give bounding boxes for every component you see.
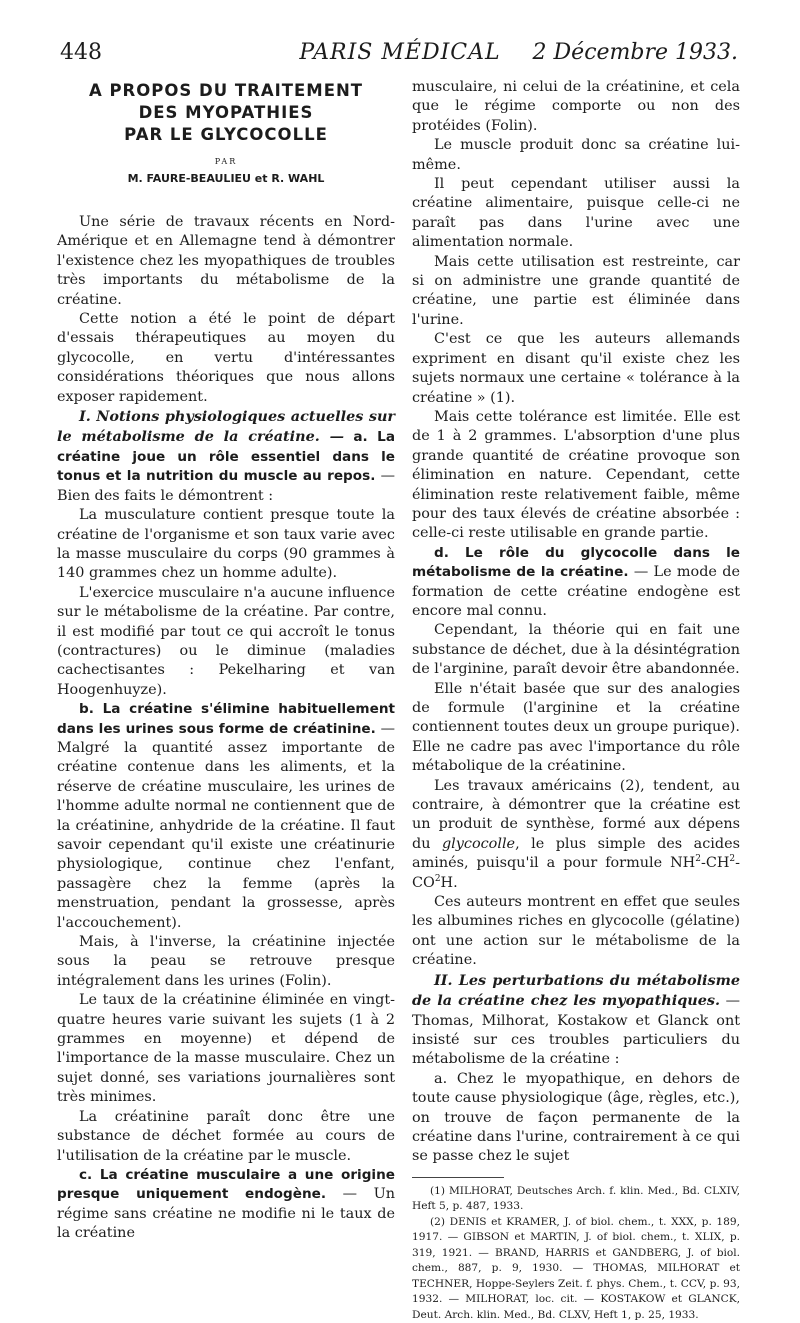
subscript: 2 (434, 873, 441, 884)
running-head (0, 40, 800, 74)
paragraph: L'exercice musculaire n'a aucune influence sur le métabolisme de la créatine. Par contre, il est modifié par tout ce qui accroît le tonus (contractures) ou le diminue (maladies cachectisantes : Pekelharing et van Hoogenhuyze). (57, 584, 395, 698)
section-1 (57, 407, 395, 506)
footnotes (412, 1184, 740, 1323)
paragraph: Il peut cependant utiliser aussi la créatine alimentaire, puisque celle-ci ne paraît pas dans l'urine avec une alimentation normale. (412, 176, 740, 251)
paragraph: Mais, à l'inverse, la créatinine injectée sous la peau se retrouve presque intégralement dans les urines (Folin). (57, 934, 395, 989)
paragraph: Une série de travaux récents en Nord-Amérique et en Allemagne tend à démontrer l'existence chez les myopathiques de troubles très importants du métabolisme de la créatine. (57, 214, 395, 308)
section-2 (412, 971, 740, 1070)
paragraph-text: — Un régime sans créatine ne modifie ni le taux de la créatine (57, 1186, 395, 1242)
subscript: 2 (695, 854, 701, 865)
subscript: 2 (729, 854, 736, 865)
paragraph-text: — Malgré la quantité assez importante de créatine contenue dans les aliments, et la réserve de créatine musculaire, les urines de l'homme adulte normal ne contiennent que de la créatinine, anhydride de la créatine. Il faut savoir cependant qu'il existe une créatinurie physiologique, continue chez l'enfant, passagère chez la femme (après la menstruation, pendant la grossesse, après l'accouchement). (57, 720, 395, 931)
subsection-d (412, 544, 740, 622)
byline-par: PAR (214, 157, 238, 166)
glycocolle-term: glycocolle (441, 835, 516, 852)
paragraph: C'est ce que les auteurs allemands expriment en disant qu'il existe chez les sujets normaux une certaine « tolérance à la créatine » (1). (412, 331, 740, 406)
title-line-1: A PROPOS DU TRAITEMENT (88, 81, 364, 100)
paragraph: Le taux de la créatinine éliminée en vingt-quatre heures varie suivant les sujets (1 à 2 grammes en moyenne) et dépend de l'importance de la masse musculaire. Chez un sujet donné, ses variations journalières sont très minimes. (57, 992, 395, 1106)
footnote-2: (2) DENIS et KRAMER, J. of biol. chem., t. XXX, p. 189, 1917. — GIBSON et MARTIN, J. of biol. chem., t. XLIX, p. 319, 1921. — BRAND, HARRIS et GANDBERG, J. of biol. chem., 887, p. 9, 1930. — THOMAS, MILHORAT et TECHNER, Hoppe-Seylers Zeit. f. phys. Chem., t. CCV, p. 93, 1932. — MILHORAT, loc. cit. — KOSTAKOW et GLANCK, Deut. Arch. klin. Med., Bd. CLXV, Heft 1, p. 25, 1933. (412, 1215, 740, 1321)
paragraph: La créatinine paraît donc être une substance de déchet formée au cours de l'utilisation de la créatine par le muscle. (57, 1108, 395, 1164)
formula-part: -CO (412, 855, 740, 891)
left-column (57, 78, 395, 1244)
formula-part: H. (440, 874, 458, 891)
article-title (57, 80, 395, 146)
paragraph: Cette notion a été le point de départ d'essais thérapeutiques au moyen du glycocolle, en vertu d'intéressantes considérations théoriques que nous allons exposer rapidement. (57, 311, 395, 405)
section-heading: I. Notions physiologiques actuelles sur le métabolisme de la créatine. — (57, 408, 395, 446)
authors: M. FAURE-BEAULIEU et R. WAHL (127, 172, 325, 185)
formula-part: -CH (700, 855, 730, 872)
paragraph-text: , le plus simple des acides aminés, puisqu'il a pour formule NH (412, 835, 740, 872)
paragraph-text: — Bien des faits le démontrent : (57, 468, 396, 504)
subsection-heading: d. Le rôle du glycocolle dans le métabolisme de la créatine. (412, 544, 740, 581)
subsection-heading: c. La créatine musculaire a une origine presque uniquement endogène. (57, 1166, 395, 1203)
paragraph-text: — Thomas, Milhorat, Kostakow et Glanck ont insisté sur ces troubles particuliers du métabolisme de la créatine : (412, 993, 740, 1068)
paragraph: Mais cette utilisation est restreinte, car si on administre une grande quantité de créatine, une partie est éliminée dans l'urine. (412, 253, 740, 328)
subsection-c (57, 1166, 395, 1244)
paragraph: musculaire, ni celui de la créatinine, et cela que le régime comporte ou non des protéides (Folin). (412, 79, 740, 134)
footnote-rule (412, 1177, 504, 1178)
issue-date: 2 Décembre 1933. (532, 40, 738, 65)
paragraph-text: Les travaux américains (2), tendent, au contraire, à démontrer que la créatine est un produit de synthèse, formé aux dépens du (412, 777, 740, 852)
page-number: 448 (60, 40, 102, 65)
right-column (412, 78, 740, 1323)
title-line-3: PAR LE GLYCOCOLLE (124, 125, 328, 144)
subsection-heading: b. La créatine s'élimine habituellement dans les urines sous forme de créatinine. (57, 701, 395, 737)
paragraph: Mais cette tolérance est limitée. Elle est de 1 à 2 grammes. L'absorption d'une plus grande quantité de créatine provoque son élimination en nature. Cependant, cette élimination reste relativement faible, même pour des taux élevés de créatine absorbée : celle-ci reste utilisable en grande partie. (412, 408, 740, 542)
subsection-heading: a. La créatine joue un rôle essentiel dans le tonus et la nutrition du muscle au repos. (57, 429, 396, 485)
subsection-b (57, 700, 395, 933)
title-line-2: DES MYOPATHIES (138, 103, 314, 122)
paragraph: La musculature contient presque toute la créatine de l'organisme et son taux varie avec la masse musculaire du corps (90 grammes à 140 grammes chez un homme adulte). (57, 507, 395, 582)
paragraph: Cependant, la théorie qui en fait une substance de déchet, due à la désintégration de l'arginine, paraît devoir être abandonnée. (412, 622, 740, 678)
paragraph: Ces auteurs montrent en effet que seules les albumines riches en glycocolle (gélatine) ont une action sur le métabolisme de la créatine. (412, 894, 740, 969)
paragraph: Elle n'était basée que sur des analogies de formule (l'arginine et la créatine contiennent toutes deux un groupe purique). Elle ne cadre pas avec l'importance du rôle métabolique de la créatinine. (412, 680, 740, 775)
section-heading: II. Les perturbations du métabolisme de la créatine chez les myopathiques. (412, 971, 740, 1010)
paragraph: a. Chez le myopathique, en dehors de toute cause physiologique (âge, règles, etc.), on trouve de façon permanente de la créatine dans l'urine, contrairement à ce qui se passe chez le sujet (412, 1070, 740, 1165)
paragraph-formula (412, 777, 740, 893)
journal-title: PARIS MÉDICAL (299, 40, 501, 65)
footnote-1: (1) MILHORAT, Deutsches Arch. f. klin. Med., Bd. CLXIV, Heft 5, p. 487, 1933. (412, 1184, 740, 1213)
paragraph-text: — Le mode de formation de cette créatine endogène est encore mal connu. (412, 564, 740, 619)
paragraph: Le muscle produit donc sa créatine lui-même. (412, 137, 740, 173)
